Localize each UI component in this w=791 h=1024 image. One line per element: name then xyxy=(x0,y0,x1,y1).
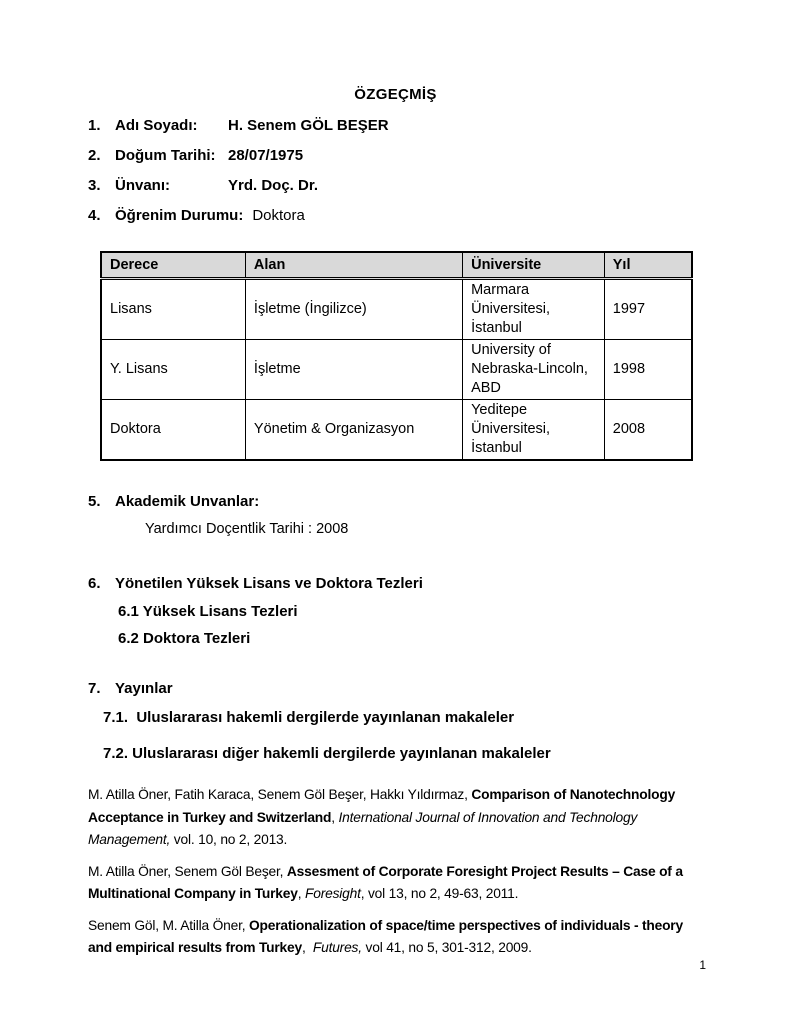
item-number: 4. xyxy=(88,207,101,224)
item-number: 1. xyxy=(88,117,101,134)
section-number: 7. xyxy=(88,680,101,697)
personal-info-list xyxy=(88,116,703,226)
subsection-yuksek-lisans-tezleri: 6.1 Yüksek Lisans Tezleri xyxy=(118,603,298,620)
table-header-yil: Yıl xyxy=(604,252,692,279)
table-cell: Lisans xyxy=(101,279,245,340)
publication-segment-italic: Foresight xyxy=(305,886,361,901)
personal-info-item-title xyxy=(88,176,703,196)
publication-segment-italic: Futures, xyxy=(312,940,362,955)
education-table-row xyxy=(101,400,692,461)
item-value: Yrd. Doç. Dr. xyxy=(228,177,319,194)
section-number: 5. xyxy=(88,493,101,510)
subsection-uluslararasi-hakemli: 7.1. Uluslararası hakemli dergilerde yayınlanan makaleler xyxy=(103,709,515,726)
publication-segment-regular: , xyxy=(331,809,339,825)
subsection-uluslararasi-diger-hakemli: 7.2. Uluslararası diğer hakemli dergilerde yayınlanan makaleler xyxy=(103,745,551,762)
education-table-header xyxy=(101,252,692,279)
table-cell: İşletme xyxy=(245,340,462,400)
table-cell: Yeditepe Üniversitesi, İstanbul xyxy=(463,400,605,461)
item-value: 28/07/1975 xyxy=(228,147,304,164)
item-number: 3. xyxy=(88,177,101,194)
publication-entry xyxy=(88,915,708,960)
publication-segment-regular: , vol 13, no 2, 49-63, 2011. xyxy=(360,886,519,901)
table-cell: Marmara Üniversitesi, İstanbul xyxy=(463,279,605,340)
personal-info-item-name xyxy=(88,116,703,136)
table-cell: Y. Lisans xyxy=(101,340,245,400)
publication-segment-bold: Comparison of Nanotechnology Acceptance in Turkey and Switzerland xyxy=(88,787,679,825)
publication-segment-regular: , xyxy=(297,886,305,901)
section-number: 6. xyxy=(88,575,101,592)
publication-segment-italic: International Journal of Innovation and Technology Management, xyxy=(88,809,641,847)
table-cell: 2008 xyxy=(604,400,692,461)
item-label: Doğum Tarihi: xyxy=(115,147,216,164)
publications-list xyxy=(88,784,708,960)
section-akademik-unvanlar xyxy=(88,492,703,512)
education-table xyxy=(100,251,693,461)
item-label: Adı Soyadı: xyxy=(115,117,198,134)
personal-info-item-education xyxy=(88,206,703,226)
section-akademik-detail: Yardımcı Doçentlik Tarihi : 2008 xyxy=(145,521,349,537)
table-cell: 1998 xyxy=(604,340,692,400)
education-table-header-row xyxy=(101,252,692,279)
table-cell: University of Nebraska-Lincoln, ABD xyxy=(463,340,605,400)
table-header-universite: Üniversite xyxy=(463,252,605,279)
table-header-alan: Alan xyxy=(245,252,462,279)
table-header-derece: Derece xyxy=(101,252,245,279)
section-tezler xyxy=(88,574,703,594)
publication-segment-regular: M. Atilla Öner, Senem Göl Beşer, xyxy=(88,863,287,879)
publication-segment-bold: Assesment of Corporate Foresight Project Results – Case of a Multinational Company in Turkey xyxy=(88,863,687,901)
section-title: Yönetilen Yüksek Lisans ve Doktora Tezleri xyxy=(115,575,423,592)
publication-segment-regular: Senem Göl, M. Atilla Öner, xyxy=(88,917,249,933)
publication-segment-regular: vol 41, no 5, 301-312, 2009. xyxy=(361,940,532,955)
education-table-row xyxy=(101,279,692,340)
publication-entry xyxy=(88,784,708,852)
section-yayinlar xyxy=(88,679,703,699)
page-title: ÖZGEÇMİŞ xyxy=(354,86,437,103)
publication-segment-bold: Operationalization of space/time perspectives of individuals - theory and empirical results from Turkey xyxy=(88,917,687,955)
subsection-doktora-tezleri: 6.2 Doktora Tezleri xyxy=(118,630,251,647)
education-table-row xyxy=(101,340,692,400)
table-cell: Yönetim & Organizasyon xyxy=(245,400,462,461)
publication-segment-regular: vol. 10, no 2, 2013. xyxy=(170,832,288,847)
publication-entry xyxy=(88,861,708,906)
table-cell: İşletme (İngilizce) xyxy=(245,279,462,340)
section-title: Yayınlar xyxy=(115,680,173,697)
publication-segment-regular: M. Atilla Öner, Fatih Karaca, Senem Göl Beşer, Hakkı Yıldırmaz, xyxy=(88,787,472,802)
section-title: Akademik Unvanlar: xyxy=(115,493,260,510)
personal-info-item-birthdate xyxy=(88,146,703,166)
item-label: Öğrenim Durumu: xyxy=(115,207,244,224)
publication-segment-regular: , xyxy=(301,940,313,955)
table-cell: Doktora xyxy=(101,400,245,461)
page-number: 1 xyxy=(699,958,706,972)
item-number: 2. xyxy=(88,147,101,164)
item-label: Ünvanı: xyxy=(115,177,171,194)
table-cell: 1997 xyxy=(604,279,692,340)
education-table-body xyxy=(101,279,692,461)
item-value: Doktora xyxy=(252,207,305,224)
item-value: H. Senem GÖL BEŞER xyxy=(228,117,389,134)
